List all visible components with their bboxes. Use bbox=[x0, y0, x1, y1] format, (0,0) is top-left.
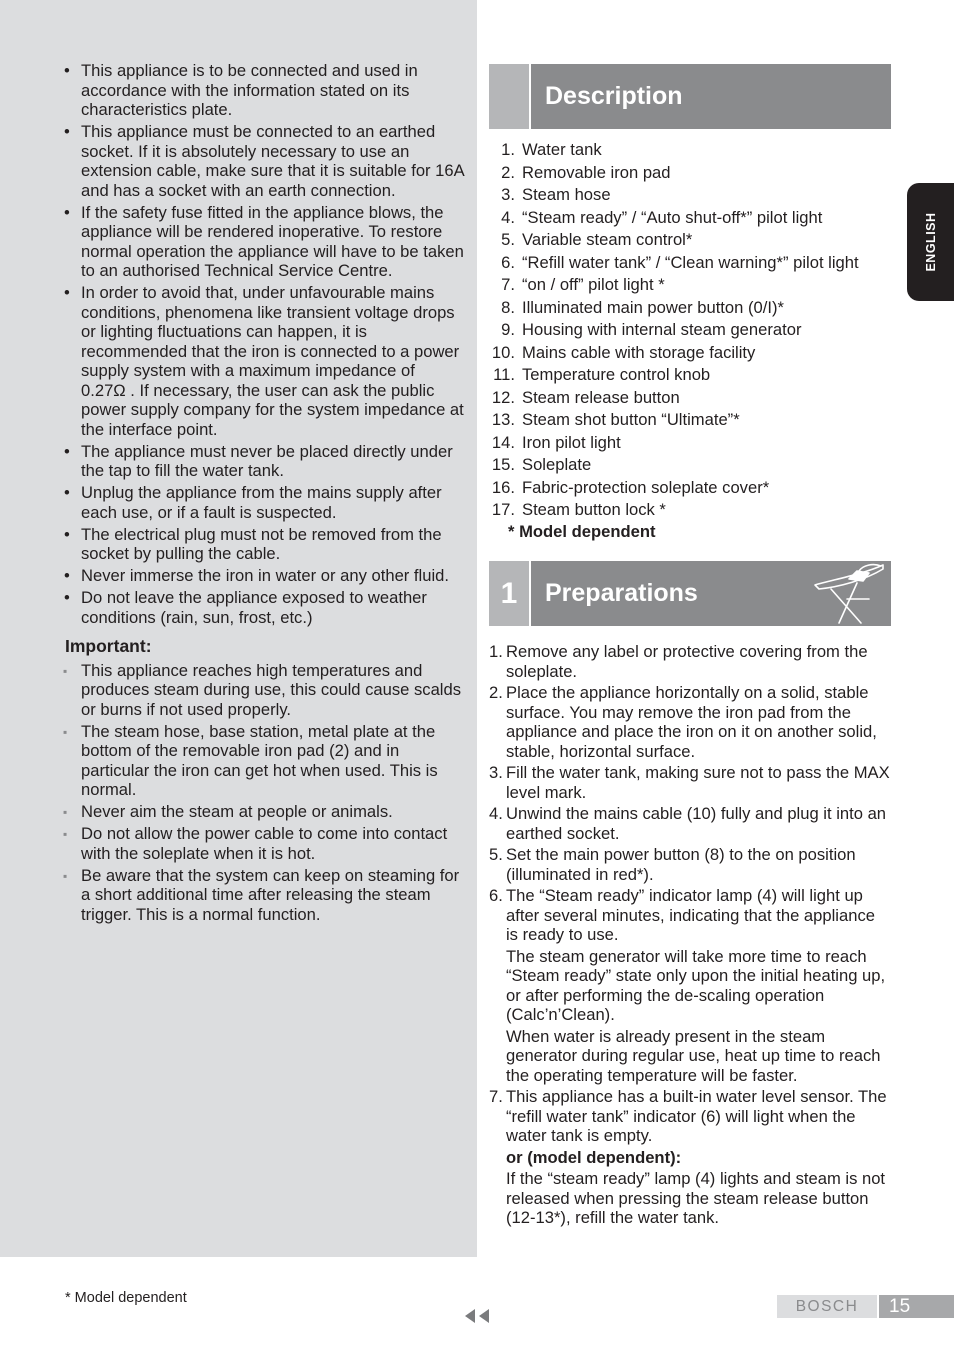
list-item: • The electrical plug must not be removed from the socket by pulling the cable. bbox=[62, 525, 464, 564]
list-item bbox=[489, 763, 891, 802]
item-text: Variable steam control* bbox=[522, 230, 693, 249]
item-number: 3. bbox=[501, 185, 515, 204]
item-number: 10. bbox=[491, 342, 515, 362]
page-number: 15 bbox=[879, 1295, 954, 1318]
list-item: • Never immerse the iron in water or any other fluid. bbox=[62, 566, 464, 586]
step-text: Place the appliance horizontally on a solid, stable surface. You may remove the iron pad from the appliance and place the iron on it on another solid, stable, horizontal surface. bbox=[506, 683, 877, 761]
preparations-title: Preparations bbox=[545, 579, 698, 607]
language-tab bbox=[907, 183, 954, 301]
item-number: 9. bbox=[501, 320, 515, 339]
list-item: ▪ Be aware that the system can keep on steaming for a short additional time after releasing the steam trigger. This is a normal function. bbox=[62, 866, 464, 925]
section-number: 1 bbox=[489, 561, 531, 626]
list-item: • The appliance must never be placed directly under the tap to fill the water tank. bbox=[62, 442, 464, 481]
step-text: Set the main power button (8) to the on position (illuminated in red*). bbox=[506, 845, 856, 884]
item-number: 11. bbox=[493, 365, 515, 384]
list-item bbox=[489, 208, 891, 228]
item-number: 7. bbox=[501, 275, 515, 294]
step-paragraph: If the “steam ready” lamp (4) lights and steam is not released when pressing the steam release button (12-13*), refill the water tank. bbox=[506, 1169, 886, 1227]
step-number: 4. bbox=[489, 804, 503, 823]
step-text: Remove any label or protective covering from the soleplate. bbox=[506, 642, 868, 681]
list-item bbox=[489, 163, 891, 183]
brand-label: BOSCH bbox=[777, 1295, 877, 1318]
list-item bbox=[489, 253, 891, 273]
list-item bbox=[489, 410, 891, 430]
item-text: “Refill water tank” / “Clean warning*” pilot light bbox=[522, 252, 859, 272]
footnote: * Model dependent bbox=[65, 1290, 187, 1306]
item-text: Fabric-protection soleplate cover* bbox=[522, 477, 770, 497]
step-number: 1. bbox=[489, 642, 503, 661]
description-header-tab bbox=[489, 64, 531, 129]
important-heading: Important: bbox=[65, 636, 152, 656]
step-text: The “Steam ready” indicator lamp (4) will light up after several minutes, indicating that the appliance is ready to use. bbox=[506, 886, 875, 944]
item-number: 13. bbox=[491, 410, 515, 429]
item-text: Removable iron pad bbox=[522, 162, 671, 182]
list-item: ▪ Do not allow the power cable to come into contact with the soleplate when it is hot. bbox=[62, 824, 464, 863]
list-item bbox=[489, 845, 891, 884]
item-number: 4. bbox=[501, 207, 515, 227]
list-item bbox=[489, 500, 891, 520]
step-subheading: or (model dependent): bbox=[506, 1147, 682, 1167]
step-number: 7. bbox=[489, 1087, 503, 1106]
item-number: 15. bbox=[491, 455, 515, 474]
item-number: 12. bbox=[491, 387, 515, 407]
step-number: 6. bbox=[489, 886, 503, 905]
list-item bbox=[489, 642, 891, 681]
list-item bbox=[489, 230, 891, 250]
step-text: Unwind the mains cable (10) fully and plug it into an earthed socket. bbox=[506, 804, 887, 843]
list-item: • If the safety fuse fitted in the appliance blows, the appliance will be rendered inoperative. To restore normal operation the appliance will have to be taken to an authorised Technical Service Centre. bbox=[62, 203, 464, 281]
list-item: • This appliance is to be connected and used in accordance with the information stated on its characteristics plate. bbox=[62, 61, 464, 120]
list-item: ▪ The steam hose, base station, metal plate at the bottom of the removable iron pad (2) and in particular the iron can get hot when used. This is normal. bbox=[62, 722, 464, 800]
item-number: 1. bbox=[501, 140, 515, 159]
item-number: 5. bbox=[501, 230, 515, 249]
item-text: Iron pilot light bbox=[522, 432, 621, 452]
item-text: Water tank bbox=[522, 140, 602, 159]
list-item bbox=[489, 320, 891, 340]
model-dependent-note: * Model dependent bbox=[508, 521, 656, 541]
step-number: 2. bbox=[489, 683, 503, 702]
list-item: • This appliance must be connected to an earthed socket. If it is absolutely necessary to use an extension cable, make sure that it is suitable for 16A and has a socket with an earth connection. bbox=[62, 122, 464, 200]
list-item: • Unplug the appliance from the mains supply after each use, or if a fault is suspected. bbox=[62, 483, 464, 522]
item-text: Steam release button bbox=[522, 387, 680, 407]
list-item: • In order to avoid that, under unfavourable mains conditions, phenomena like transient voltage drops or lighting fluctuations can happen, it is recommended that the iron is connected to a power supply system with a maximum impedance of 0.27Ω . If necessary, the user can ask the public power supply company for the system impedance at the interface point. bbox=[62, 283, 464, 439]
description-title: Description bbox=[545, 82, 683, 110]
item-text: Steam button lock * bbox=[522, 500, 666, 519]
item-text: “Steam ready” / “Auto shut-off*” pilot light bbox=[522, 207, 823, 227]
list-item bbox=[489, 886, 891, 1085]
list-item: ▪ Never aim the steam at people or animals. bbox=[62, 802, 464, 822]
step-paragraph: When water is already present in the steam generator during regular use, heat up time to reach the operating temperature will be faster. bbox=[506, 1026, 881, 1085]
step-paragraph: The steam generator will take more time to reach “Steam ready” state only upon the initial heating up, or after performing the de-scaling operation (Calc’n’Clean). bbox=[506, 946, 886, 1024]
list-item bbox=[489, 388, 891, 408]
item-number: 14. bbox=[491, 432, 515, 452]
list-item bbox=[489, 298, 891, 318]
item-text: Illuminated main power button (0/I)* bbox=[522, 297, 784, 317]
description-header bbox=[489, 64, 891, 129]
list-item bbox=[489, 478, 891, 498]
list-item: • Do not leave the appliance exposed to weather conditions (rain, sun, frost, etc.) bbox=[62, 588, 464, 627]
list-item bbox=[489, 365, 891, 385]
list-item bbox=[489, 683, 891, 761]
step-number: 5. bbox=[489, 845, 503, 864]
step-text: Fill the water tank, making sure not to pass the MAX level mark. bbox=[506, 763, 890, 802]
list-item bbox=[489, 343, 891, 363]
list-item bbox=[489, 455, 891, 475]
item-text: Steam shot button “Ultimate”* bbox=[522, 410, 740, 429]
list-item bbox=[489, 140, 891, 160]
language-label: ENGLISH bbox=[923, 212, 938, 272]
item-text: “on / off” pilot light * bbox=[522, 275, 665, 294]
double-left-arrow-icon bbox=[462, 1308, 492, 1324]
preparations-header bbox=[489, 561, 891, 626]
step-text: This appliance has a built-in water level sensor. The “refill water tank” indicator (6) will light when the water tank is empty. bbox=[506, 1087, 887, 1145]
list-item bbox=[489, 1087, 891, 1228]
preparations-steps bbox=[489, 642, 891, 1228]
safety-instructions-column bbox=[62, 61, 464, 927]
item-number: 2. bbox=[501, 162, 515, 182]
item-text: Soleplate bbox=[522, 455, 592, 474]
item-text: Housing with internal steam generator bbox=[522, 320, 802, 339]
list-item bbox=[489, 185, 891, 205]
list-item bbox=[489, 433, 891, 453]
list-item bbox=[489, 804, 891, 843]
item-number: 17. bbox=[491, 500, 515, 519]
item-number: 16. bbox=[491, 477, 515, 497]
item-text: Steam hose bbox=[522, 185, 611, 204]
important-list bbox=[62, 661, 464, 925]
list-item: ▪ This appliance reaches high temperatures and produces steam during use, this could cause scalds or burns if not used properly. bbox=[62, 661, 464, 720]
item-text: Mains cable with storage facility bbox=[522, 342, 756, 362]
list-item bbox=[489, 275, 891, 295]
item-number: 6. bbox=[501, 252, 515, 272]
right-column bbox=[489, 64, 891, 1230]
item-number: 8. bbox=[501, 297, 515, 317]
ironing-board-icon bbox=[811, 563, 887, 625]
safety-bullet-list bbox=[62, 61, 464, 627]
item-text: Temperature control knob bbox=[522, 365, 711, 384]
step-number: 3. bbox=[489, 763, 503, 782]
description-list bbox=[489, 140, 891, 520]
